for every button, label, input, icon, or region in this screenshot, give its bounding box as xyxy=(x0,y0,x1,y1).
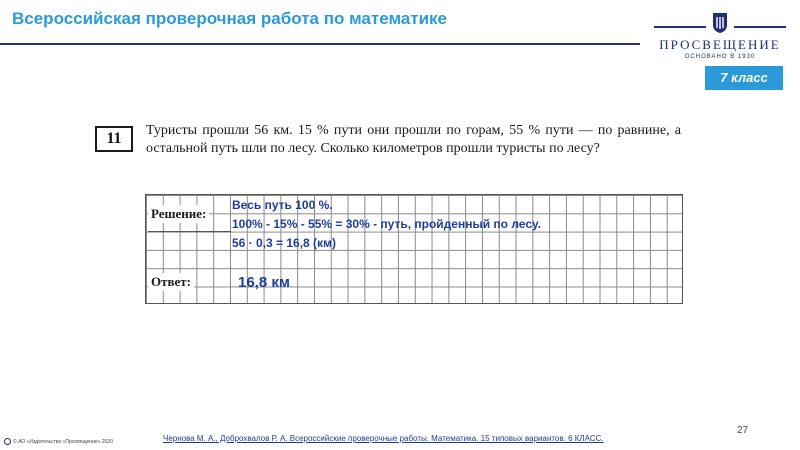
copyright-logo-icon xyxy=(4,438,11,445)
solution-line: 56 · 0,3 = 16,8 (км) xyxy=(232,236,336,250)
page-number: 27 xyxy=(737,425,749,436)
answer-label: Ответ: xyxy=(148,273,194,291)
title-divider xyxy=(0,43,640,45)
task-number: 11 xyxy=(95,126,133,152)
publisher-logo xyxy=(650,8,790,64)
source-link[interactable]: Чернова М. А., Доброхвалов Р. А. Всероссийские проверочные работы. Математика. 15 типовых вариантов. 6 КЛАСС. xyxy=(163,434,604,443)
logo-subtitle: ОСНОВАНО В 1930 xyxy=(684,54,756,60)
copyright-text: © АО «Издательство «Просвещение» 2020 xyxy=(13,438,113,445)
solution-line: Весь путь 100 %. xyxy=(232,198,333,212)
logo-emblem-icon xyxy=(712,12,728,34)
solution-text xyxy=(232,196,541,253)
logo-line-left xyxy=(654,26,706,28)
solution-label-rule xyxy=(148,231,231,232)
answer-value: 16,8 км xyxy=(238,274,290,291)
copyright xyxy=(4,438,113,445)
solution-line: 100% - 15% - 55% = 30% - путь, пройденный по лесу. xyxy=(232,217,541,231)
logo-line-right xyxy=(734,26,786,28)
solution-label: Решение: xyxy=(148,205,209,223)
slide-title: Всероссийская проверочная работа по математике xyxy=(12,9,447,28)
task-text: Туристы прошли 56 км. 15 % пути они прошли по горам, 55 % пути — по равнине, а остальной путь шли по лесу. Сколько километров прошли туристы по лесу? xyxy=(146,123,681,156)
logo-name: ПРОСВЕЩЕНИЕ xyxy=(659,37,781,52)
grade-badge: 7 класс xyxy=(705,66,783,90)
